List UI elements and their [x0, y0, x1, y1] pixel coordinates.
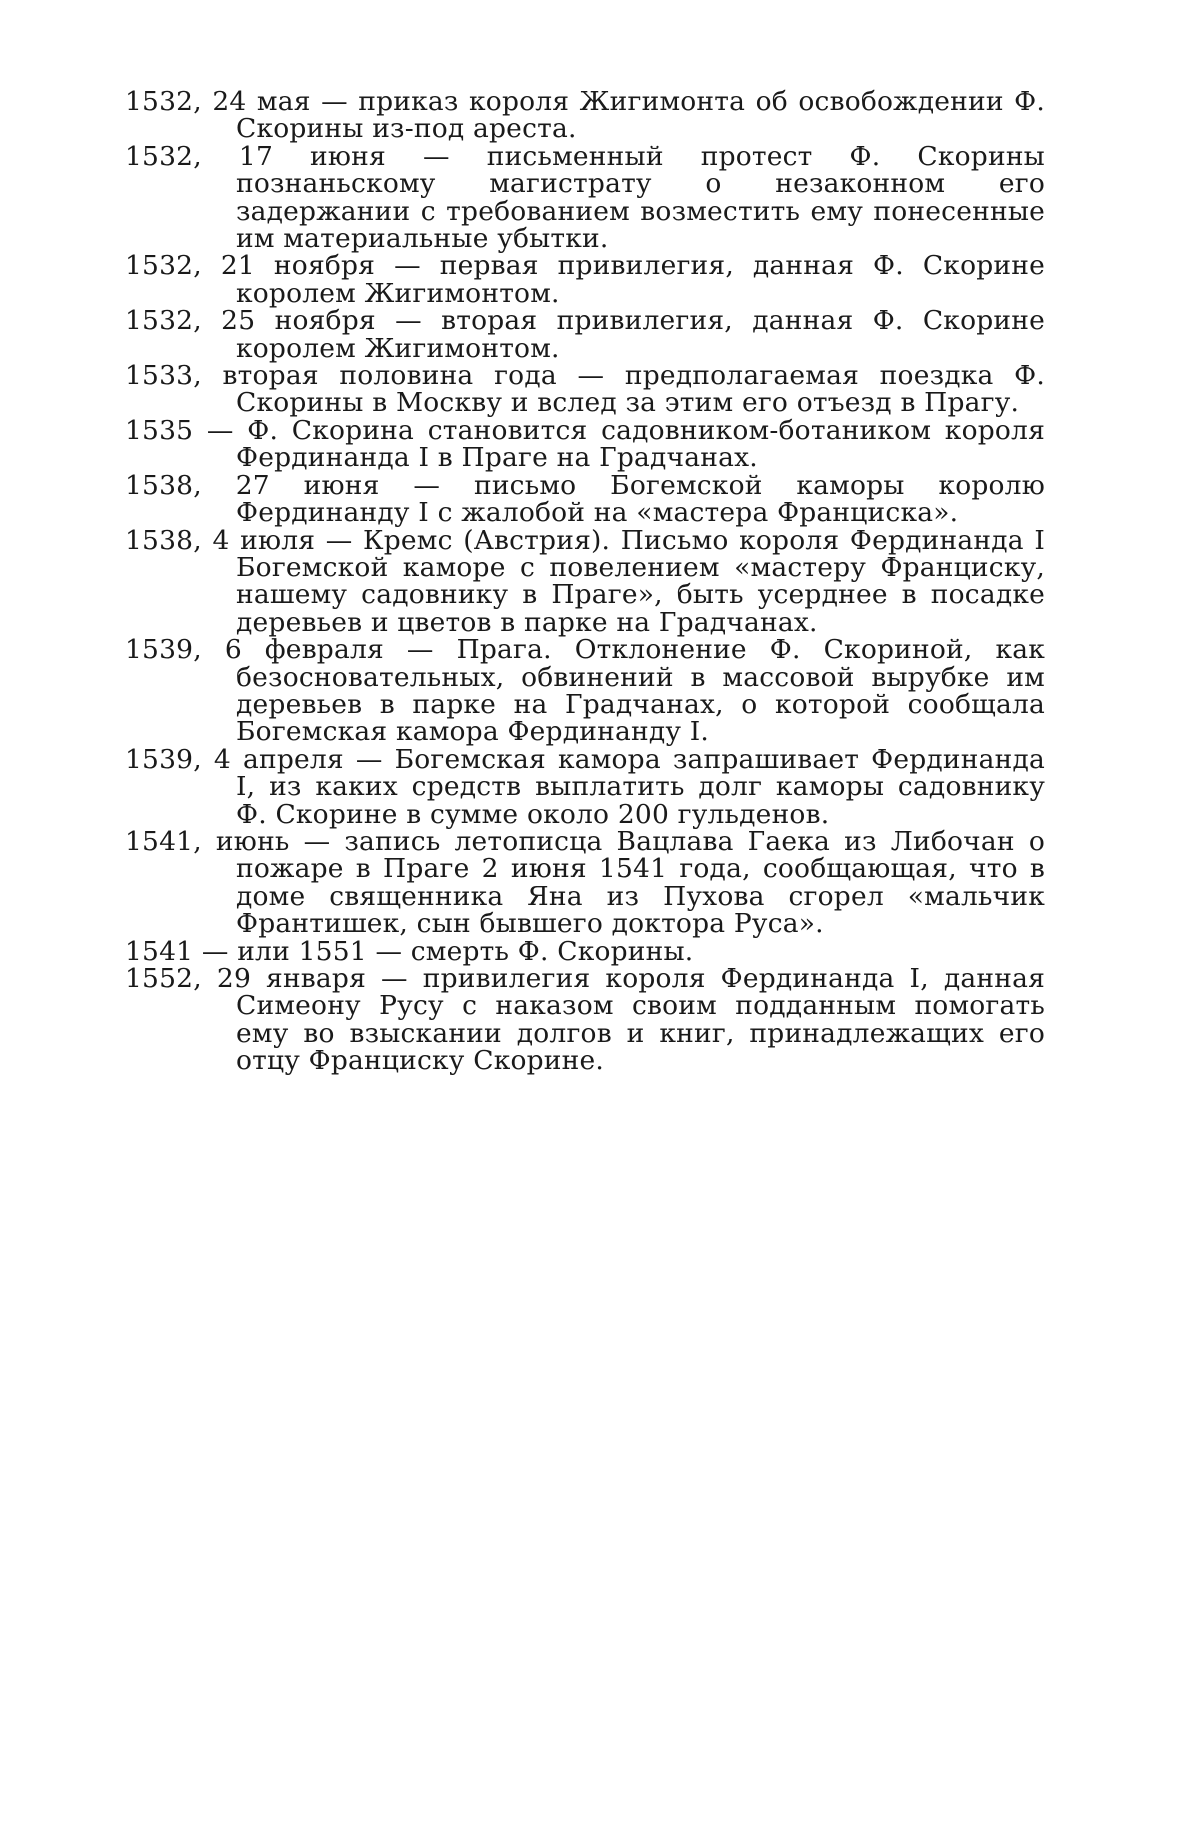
entry-date: 1532, 25 ноября	[125, 305, 376, 337]
entry-text: — или 1551 — смерть Ф. Скорины.	[193, 935, 694, 967]
entry-date: 1532, 24 мая	[125, 86, 311, 117]
entry-date: 1541, июнь	[125, 825, 290, 857]
entry-date: 1538, 4 июля	[125, 524, 316, 556]
entry-text: — письмо Богемской каморы королю Фердинанду I с жалобой на «мастера Франциска».	[236, 469, 1045, 529]
entry-text: — привилегия короля Фердинанда I, данная Симеону Русу с наказом своим подданным помогать ему во взыскании долгов и книг, принадлежащих его отцу Франциску Скорине.	[236, 963, 1045, 1077]
entry-text: — Прага. Отклонение Ф. Скориной, как безосновательных, обвинений в массовой вырубке им деревьев в парке на Градчанах, о которой сообщала Богемская камора Фердинанду I.	[236, 634, 1045, 748]
entry-text: — приказ короля Жигимонта об освобождении Ф. Скорины из-под ареста.	[236, 86, 1045, 145]
entry-text: — Ф. Скорина становится садовником-ботаником короля Фердинанда I в Праге на Градчанах.	[193, 414, 1045, 474]
chronology-entry	[125, 252, 1045, 307]
entry-date: 1532, 21 ноября	[125, 250, 376, 282]
chronology-entry	[125, 414, 1045, 474]
chronology-entry	[125, 88, 1045, 143]
chronology-entry	[125, 469, 1045, 529]
entry-text: — предполагаемая поездка Ф. Скорины в Москву и вслед за этим его отъезд в Прагу.	[236, 360, 1045, 419]
chronology-entry	[125, 965, 1045, 1075]
chronology-entry	[125, 524, 1045, 638]
chronology-entry	[125, 307, 1045, 362]
chronology-page	[125, 88, 1045, 1075]
chronology-entry	[125, 935, 1045, 967]
entry-date: 1539, 6 февраля	[125, 634, 384, 666]
entry-text: — вторая привилегия, данная Ф. Скорине королем Жигимонтом.	[236, 305, 1045, 364]
chronology-entry	[125, 825, 1045, 940]
chronology-entry	[125, 636, 1045, 746]
entry-date: 1538, 27 июня	[125, 469, 380, 501]
entry-date: 1552, 29 января	[125, 963, 367, 994]
entry-date: 1533, вторая половина года	[125, 360, 557, 392]
chronology-entry	[125, 362, 1045, 417]
entry-date: 1535	[125, 414, 194, 446]
entry-date: 1541	[125, 935, 194, 967]
entry-text: — письменный протест Ф. Скорины познаньскому магистрату о незаконном его задержании с требованием возместить ему понесенные им материальные убытки.	[236, 140, 1045, 255]
entry-date: 1532, 17 июня	[125, 140, 386, 172]
entry-text: — Кремс (Австрия). Письмо короля Фердинанда I Богемской каморе с повелением «мастеру Франциску, нашему садовнику в Праге», быть усерднее в посадке деревьев и цветов в парке на Градчанах.	[236, 524, 1045, 638]
entry-date: 1539, 4 апреля	[125, 743, 344, 775]
entry-text: — Богемская камора запрашивает Фердинанда I, из каких средств выплатить долг каморы садовнику Ф. Скорине в сумме около 200 гульденов.	[236, 743, 1046, 830]
entry-text: — первая привилегия, данная Ф. Скорине королем Жигимонтом.	[236, 250, 1045, 309]
chronology-entry	[125, 140, 1045, 255]
chronology-entry	[125, 743, 1046, 830]
entry-text: — запись летописца Вацлава Гаека из Либочан о пожаре в Праге 2 июня 1541 года, сообщающая, что в доме священника Яна из Пухова сгорел «мальчик Франтишек, сын бывшего доктора Руса».	[236, 825, 1045, 940]
